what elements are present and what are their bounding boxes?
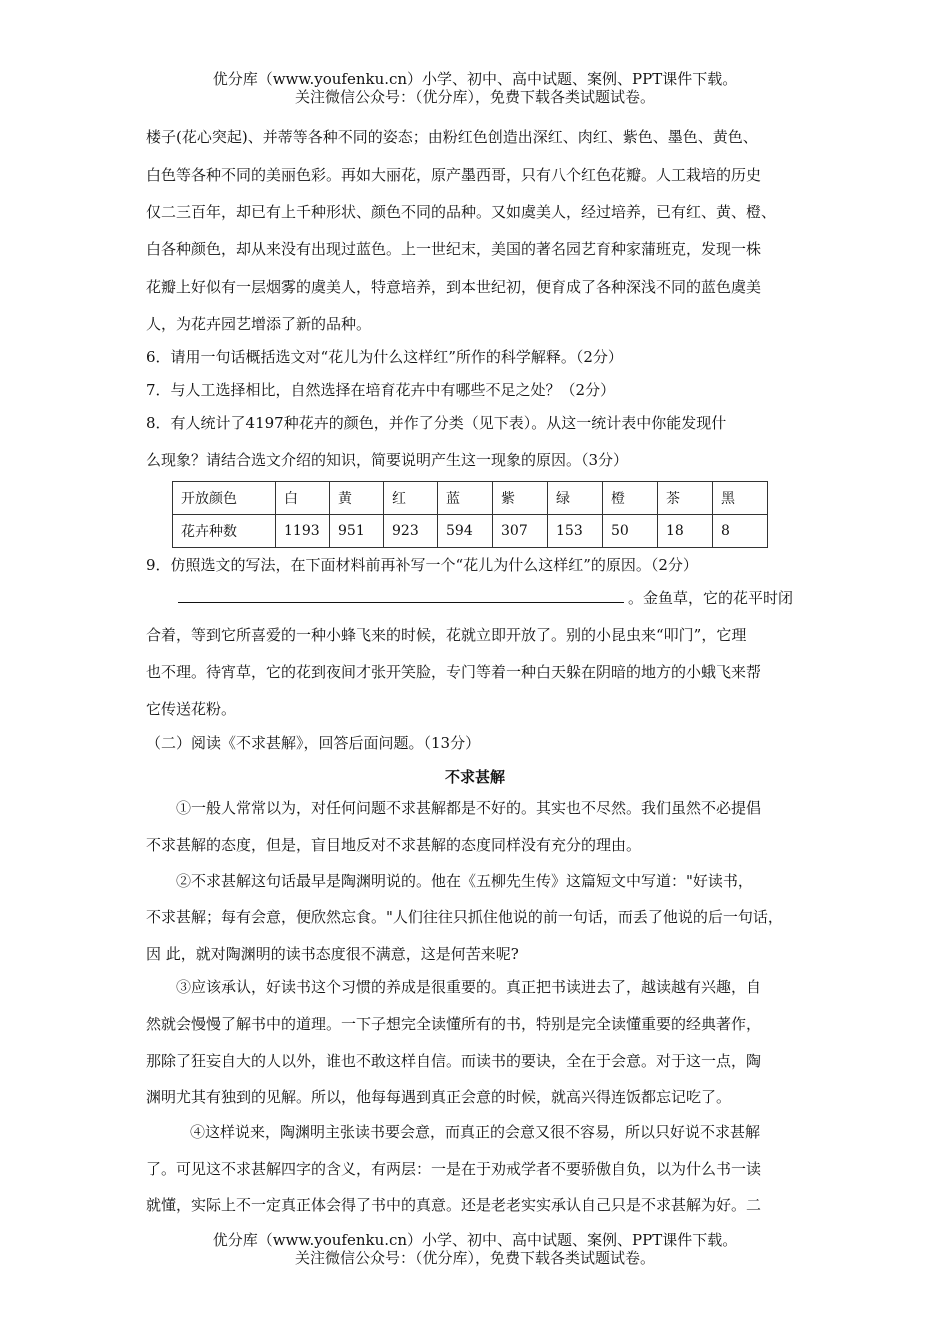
article-line: 不求甚解的态度，但是，盲目地反对不求甚解的态度同样没有充分的理由。 (146, 836, 642, 854)
flower-color-table (172, 481, 768, 548)
answer-blank[interactable] (178, 588, 624, 603)
table-cell: 594 (438, 515, 493, 548)
q9-material-line: 也不理。待宵草，它的花到夜间才张开笑脸，专门等着一种白天躲在阴暗的地方的小蛾飞来帮 (146, 663, 762, 681)
article-line: 渊明尤其有独到的见解。所以，他每每遇到真正会意的时候，就高兴得连饭都忘记吃了。 (146, 1088, 732, 1106)
article-title: 不求甚解 (444, 768, 505, 786)
table-cell: 1193 (276, 515, 330, 548)
table-cell: 紫 (493, 482, 548, 515)
article-line: 了。可见这不求甚解四字的含义，有两层：一是在于劝戒学者不要骄傲自负，以为什么书一读 (146, 1160, 762, 1178)
table-cell: 923 (384, 515, 438, 548)
passage-line: 仅二三百年，却已有上千种形状、颜色不同的品种。又如虞美人，经过培养，已有红、黄、橙、 (146, 203, 777, 221)
row-header-count: 花卉种数 (173, 515, 276, 548)
header-line-1: 优分库（www.youfenku.cn）小学、初中、高中试题、案例、PPT课件下载。 (212, 70, 738, 88)
passage-line: 人，为花卉园艺增添了新的品种。 (146, 315, 372, 333)
table-cell: 951 (330, 515, 384, 548)
header-line-2: 关注微信公众号：（优分库），免费下载各类试题试卷。 (294, 88, 655, 106)
footer-line-1: 优分库（www.youfenku.cn）小学、初中、高中试题、案例、PPT课件下载。 (212, 1231, 738, 1249)
footer-line-2: 关注微信公众号：（优分库），免费下载各类试题试卷。 (294, 1249, 655, 1267)
table-cell: 白 (276, 482, 330, 515)
row-header-color: 开放颜色 (173, 482, 276, 515)
table-cell: 绿 (548, 482, 603, 515)
table-cell: 茶 (658, 482, 713, 515)
table-cell: 黄 (330, 482, 384, 515)
question-8-line-2: 么现象？请结合选文介绍的知识，简要说明产生这一现象的原因。（3分） (146, 451, 629, 469)
table-row (173, 482, 768, 515)
table-cell: 8 (713, 515, 768, 548)
article-line: 那除了狂妄自大的人以外，谁也不敢这样自信。而读书的要诀，全在于会意。对于这一点，陶 (146, 1052, 762, 1070)
article-line: ③应该承认，好读书这个习惯的养成是很重要的。真正把书读进去了，越读越有兴趣，自 (176, 978, 762, 996)
passage-line: 白各种颜色，却从来没有出现过蓝色。上一世纪末，美国的著名园艺育种家蒲班克，发现一株 (146, 240, 762, 258)
passage-line: 白色等各种不同的美丽色彩。再如大丽花，原产墨西哥，只有八个红色花瓣。人工栽培的历史 (146, 166, 762, 184)
article-line: ④这样说来，陶渊明主张读书要会意，而真正的会意又很不容易，所以只好说不求甚解 (190, 1123, 761, 1141)
table-cell: 307 (493, 515, 548, 548)
table-cell: 橙 (603, 482, 658, 515)
passage-line: 花瓣上好似有一层烟雾的虞美人，特意培养，到本世纪初，便育成了各种深浅不同的蓝色虞美 (146, 278, 762, 296)
article-line: 然就会慢慢了解书中的道理。一下子想完全读懂所有的书，特别是完全读懂重要的经典著作， (146, 1015, 762, 1033)
table-cell: 蓝 (438, 482, 493, 515)
table-cell: 18 (658, 515, 713, 548)
question-8-line-1: 8．有人统计了4197种花卉的颜色，并作了分类（见下表）。从这一统计表中你能发现什 (146, 414, 727, 432)
article-line: 因 此，就对陶渊明的读书态度很不满意，这是何苦来呢? (146, 945, 519, 963)
article-line: ①一般人常常以为，对任何问题不求甚解都是不好的。其实也不尽然。我们虽然不必提倡 (176, 799, 762, 817)
question-6: 6．请用一句话概括选文对“花儿为什么这样红”所作的科学解释。（2分） (146, 348, 623, 366)
table-cell: 黑 (713, 482, 768, 515)
q9-material-start: 。金鱼草，它的花平时闭 (628, 589, 794, 607)
section-2-intro: （二）阅读《不求甚解》，回答后面问题。（13分） (146, 734, 481, 752)
article-line: 不求甚解；每有会意，便欣然忘食。"人们往往只抓住他说的前一句话，而丢了他说的后一句话， (146, 908, 783, 926)
table-cell: 50 (603, 515, 658, 548)
table-cell: 153 (548, 515, 603, 548)
table-row (173, 515, 768, 548)
q9-material-line: 它传送花粉。 (146, 700, 237, 718)
q9-material-line: 合着，等到它所喜爱的一种小蜂飞来的时候，花就立即开放了。别的小昆虫来“叩门”，它理 (146, 626, 747, 644)
q9-answer-line (178, 588, 793, 608)
table-cell: 红 (384, 482, 438, 515)
article-line: 就懂，实际上不一定真正体会得了书中的真意。还是老老实实承认自己只是不求甚解为好。二 (146, 1196, 762, 1214)
question-9: 9．仿照选文的写法，在下面材料前再补写一个“花儿为什么这样红”的原因。（2分） (146, 556, 698, 574)
article-line: ②不求甚解这句话最早是陶渊明说的。他在《五柳先生传》这篇短文中写道："好读书， (176, 872, 753, 890)
passage-line: 楼子(花心突起)、并蒂等各种不同的姿态；由粉红色创造出深红、肉红、紫色、墨色、黄色、 (146, 128, 758, 146)
question-7: 7．与人工选择相比，自然选择在培育花卉中有哪些不足之处？（2分） (146, 381, 616, 399)
